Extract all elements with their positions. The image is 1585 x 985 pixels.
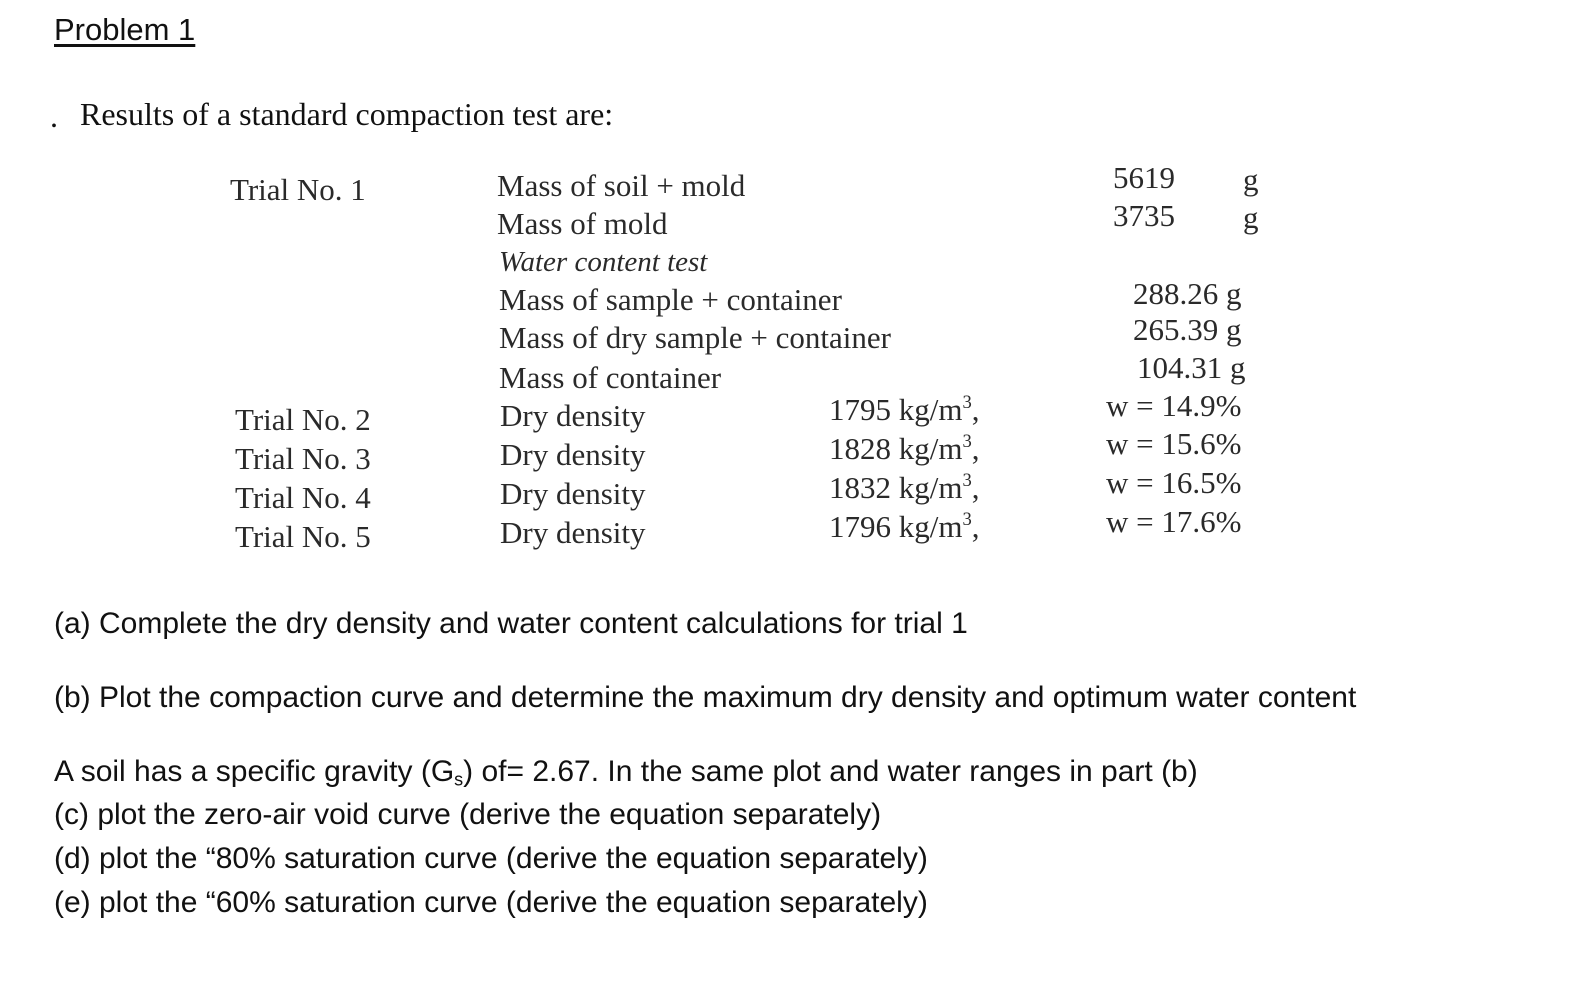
mass-sample-container-value: 288.26 g <box>1133 276 1242 311</box>
mass-container-label: Mass of container <box>499 360 722 395</box>
mass-dry-sample-container-label: Mass of dry sample + container <box>499 320 891 355</box>
trial-4-quantity: Dry density <box>500 476 646 511</box>
mass-dry-sample-container-value: 265.39 g <box>1133 312 1242 347</box>
trial-2-label: Trial No. 2 <box>235 402 371 437</box>
mass-mold-label: Mass of mold <box>497 206 668 241</box>
mass-mold-value: 3735 <box>1113 198 1175 233</box>
trial-1-label: Trial No. 1 <box>230 172 366 207</box>
mass-container-value: 104.31 g <box>1137 350 1246 385</box>
mass-mold-unit: g <box>1243 200 1259 235</box>
question-a: (a) Complete the dry density and water content calculations for trial 1 <box>54 607 968 640</box>
soil-specific-gravity-statement: A soil has a specific gravity $(G_s)$ of= 2.67. In the same plot and water ranges in part (b) <box>54 755 1198 790</box>
question-d: (d) plot the “80% saturation curve (derive the equation separately) <box>54 842 928 875</box>
trial-5-density: 1796 $kg/m^3$, <box>829 508 980 544</box>
intro-bullet: . <box>50 98 58 134</box>
trial-4-label: Trial No. 4 <box>235 480 371 515</box>
water-content-test-heading: Water content test <box>499 246 708 278</box>
mass-soil-mold-unit: g <box>1243 162 1259 197</box>
mass-soil-mold-value: 5619 <box>1113 160 1175 195</box>
intro-text: Results of a standard compaction test are: <box>80 96 614 132</box>
trial-2-density: 1795 $kg/m^3$, <box>829 391 980 427</box>
trial-3-density: 1828 $kg/m^3$, <box>829 430 980 466</box>
mass-sample-container-label: Mass of sample + container <box>499 282 842 317</box>
trial-4-water-content: w = 16.5% <box>1106 465 1242 500</box>
trial-3-quantity: Dry density <box>500 437 646 472</box>
trial-5-quantity: Dry density <box>500 515 646 550</box>
mass-soil-mold-label: Mass of soil + mold <box>497 168 746 203</box>
trial-2-quantity: Dry density <box>500 398 646 433</box>
trial-3-water-content: w = 15.6% <box>1106 426 1242 461</box>
trial-5-water-content: w = 17.6% <box>1106 504 1242 539</box>
trial-4-density: 1832 $kg/m^3$, <box>829 469 980 505</box>
question-c: (c) plot the zero-air void curve (derive the equation separately) <box>54 798 882 831</box>
question-e: (e) plot the “60% saturation curve (derive the equation separately) <box>54 886 928 919</box>
trial-5-label: Trial No. 5 <box>235 519 371 554</box>
trial-3-label: Trial No. 3 <box>235 441 371 476</box>
problem-heading: Problem 1 <box>54 12 196 47</box>
question-b: (b) Plot the compaction curve and determine the maximum dry density and optimum water content <box>54 681 1357 714</box>
trial-2-water-content: w = 14.9% <box>1106 388 1242 423</box>
